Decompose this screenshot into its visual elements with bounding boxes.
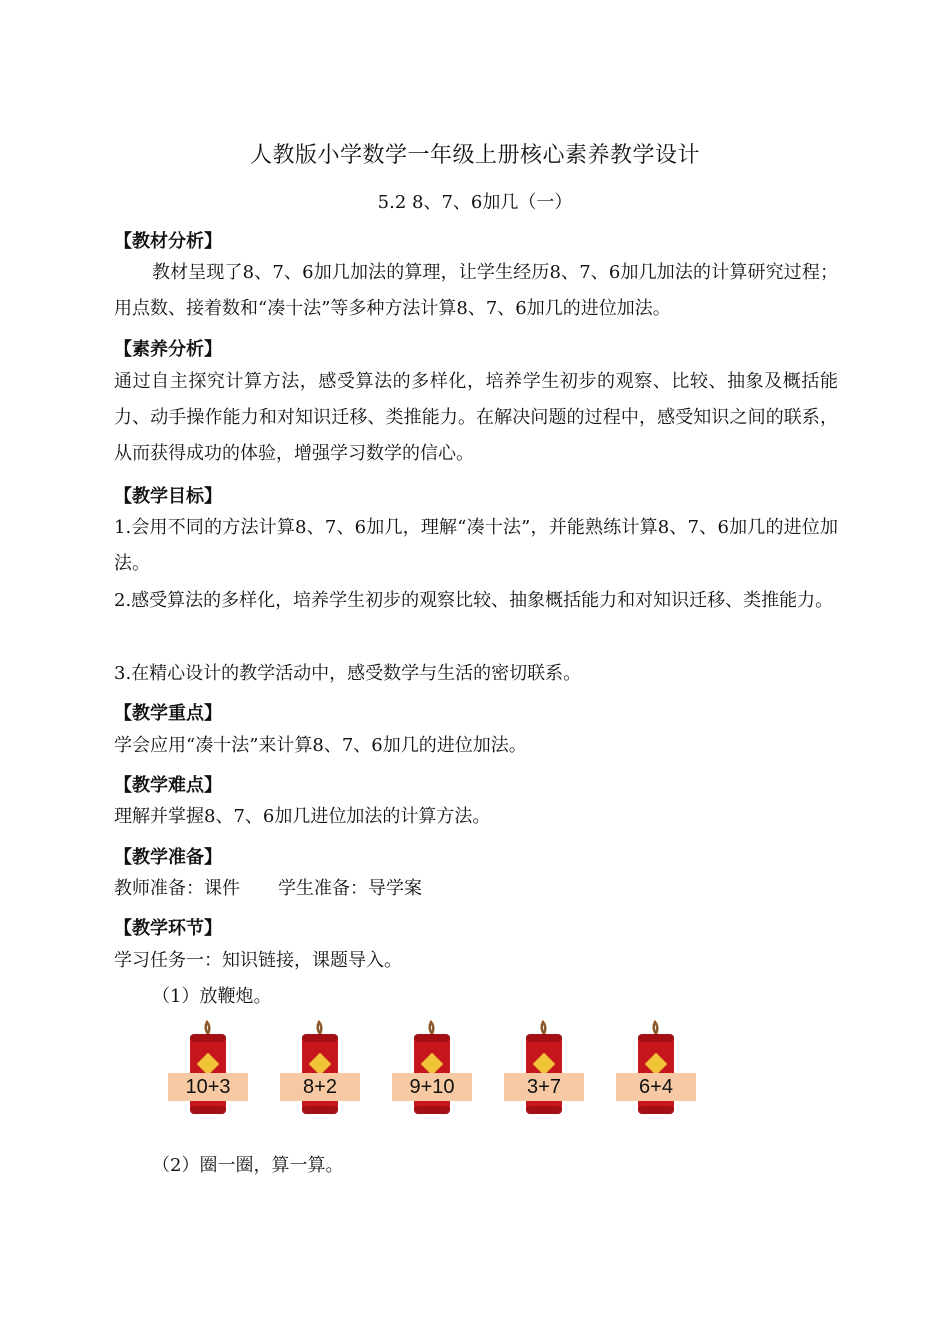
literacy-analysis-text: 通过自主探究计算方法，感受算法的多样化，培养学生初步的观察、比较、抽象及概括能力、动手操作能力和对知识迁移、类推能力。在解决问题的过程中，感受知识之间的联系，从而获得成功的体验，增强学习数学的信心。 <box>114 371 838 464</box>
step-one-text: （1）放鞭炮。 <box>152 986 272 1007</box>
firecracker-icon <box>298 1020 342 1116</box>
goal-item-3: 3.在精心设计的教学活动中，感受数学与生活的密切联系。 <box>114 663 582 684</box>
heading-key-points: 【教学重点】 <box>114 703 222 724</box>
goal-item-2: 2.感受算法的多样化，培养学生初步的观察比较、抽象概括能力和对知识迁移、类推能力。 <box>114 590 834 611</box>
firecracker-label: 8+2 <box>280 1073 360 1101</box>
firecracker-label: 6+4 <box>616 1073 696 1101</box>
firecracker-row <box>160 1020 720 1120</box>
heading-teaching-goals: 【教学目标】 <box>114 486 222 507</box>
firecracker <box>280 1020 360 1120</box>
firecracker <box>392 1020 472 1120</box>
preparation-line <box>114 871 838 907</box>
key-points-text: 学会应用“凑十法”来计算8、7、6加几的进位加法。 <box>114 735 527 756</box>
student-preparation: 学生准备：导学案 <box>278 878 422 899</box>
firecracker <box>616 1020 696 1120</box>
teacher-preparation: 教师准备：课件 <box>114 878 240 899</box>
firecracker-icon <box>522 1020 566 1116</box>
firecracker-icon <box>410 1020 454 1116</box>
firecracker-icon <box>186 1020 230 1116</box>
firecracker <box>504 1020 584 1120</box>
goal-item-1: 1.会用不同的方法计算8、7、6加几，理解“凑十法”，并能熟练计算8、7、6加几的进位加法。 <box>114 517 838 574</box>
task-one-text: 学习任务一：知识链接，课题导入。 <box>114 950 402 971</box>
document-title: 人教版小学数学一年级上册核心素养教学设计 <box>249 143 700 168</box>
heading-textbook-analysis: 【教材分析】 <box>114 231 222 252</box>
heading-preparation: 【教学准备】 <box>114 847 222 868</box>
textbook-analysis-text: 教材呈现了8、7、6加几加法的算理，让学生经历8、7、6加几加法的计算研究过程；用点数、接着数和“凑十法”等多种方法计算8、7、6加几的进位加法。 <box>114 262 838 319</box>
firecracker <box>168 1020 248 1120</box>
firecracker-label: 9+10 <box>392 1073 472 1101</box>
step-two-text: （2）圈一圈，算一算。 <box>152 1155 344 1176</box>
firecracker-label: 10+3 <box>168 1073 248 1101</box>
heading-difficulties: 【教学难点】 <box>114 775 222 796</box>
firecracker-icon <box>634 1020 678 1116</box>
difficulties-text: 理解并掌握8、7、6加几进位加法的计算方法。 <box>114 806 491 827</box>
heading-teaching-process: 【教学环节】 <box>114 918 222 939</box>
firecracker-label: 3+7 <box>504 1073 584 1101</box>
heading-literacy-analysis: 【素养分析】 <box>114 339 222 360</box>
lesson-subtitle: 5.2 8、7、6加几（一） <box>377 192 573 213</box>
